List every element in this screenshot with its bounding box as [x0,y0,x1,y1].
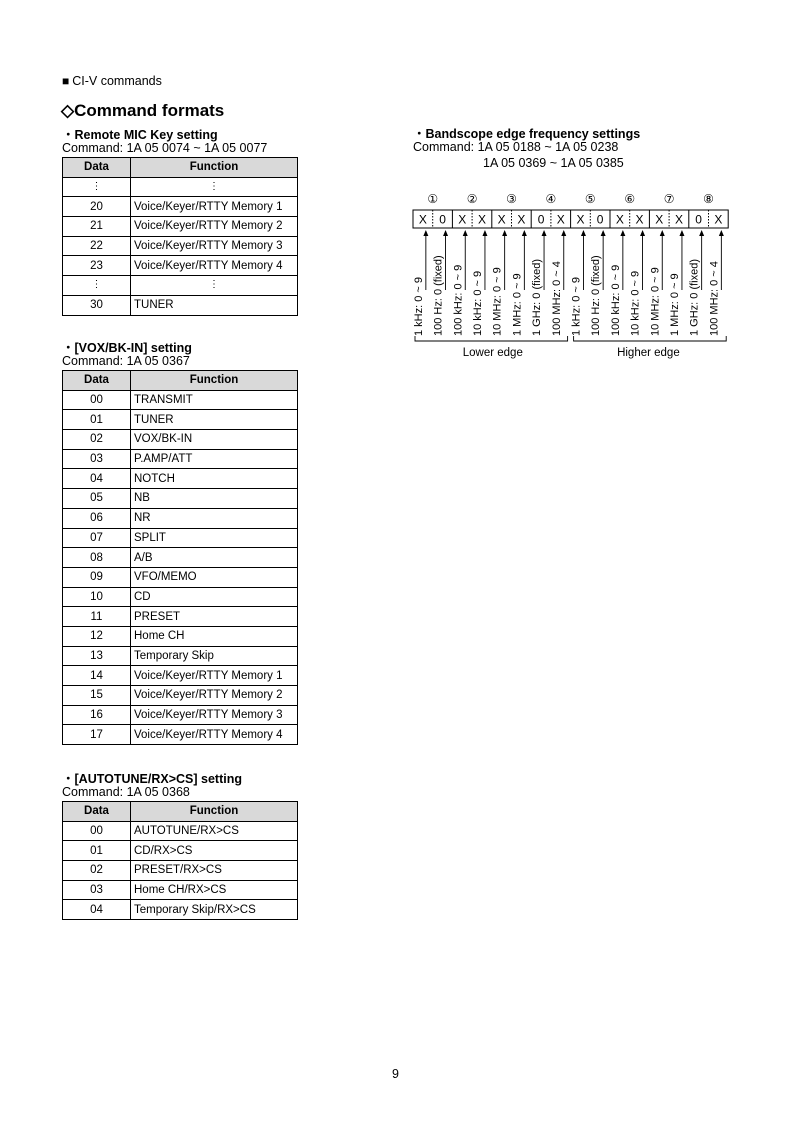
digit-cell: X [576,212,585,227]
byte-number: ③ [506,192,517,206]
digit-cell: 0 [537,212,545,227]
cell-function: Voice/Keyer/RTTY Memory 3 [131,236,298,256]
byte-number: ⑥ [624,192,636,206]
cell-data: 01 [63,410,131,430]
table-row [63,449,298,469]
bullet-icon: ・ [62,341,75,355]
byte-number: ⑧ [703,192,714,206]
autotune-command: Command: 1A 05 0368 [62,785,190,799]
cell-function: NOTCH [131,469,298,489]
cell-function: NB [131,489,298,509]
digit-cell: X [714,212,723,227]
cell-data: ⋮ [63,276,131,296]
remote-mic-title-text: Remote MIC Key setting [74,128,218,142]
header-data: Data [63,802,131,822]
digit-label: 100 Hz: 0 (fixed) [432,255,445,336]
cell-data: 23 [63,256,131,276]
cell-data: 10 [63,587,131,607]
table-header-row [63,371,298,391]
bullet-icon: ・ [413,127,426,141]
table-row [63,861,298,881]
bandscope-title-text: Bandscope edge frequency settings [425,127,641,141]
table-row [63,197,298,217]
cell-data: 05 [63,489,131,509]
bandscope-command-1: Command: 1A 05 0188 ~ 1A 05 0238 [413,140,619,154]
table-row [63,236,298,256]
page-number: 9 [392,1067,399,1081]
cell-function: Voice/Keyer/RTTY Memory 2 [131,217,298,237]
higher-edge-label: Higher edge [617,347,680,359]
digit-cell: X [497,212,506,227]
byte-number: ④ [545,192,557,206]
arrow-head-icon [561,230,566,236]
arrow-head-icon [601,230,606,236]
cell-data: 30 [63,295,131,315]
cell-data: ⋮ [63,177,131,197]
digit-label: 10 MHz: 0 ~ 9 [491,267,504,336]
cell-data: 08 [63,548,131,568]
cell-data: 04 [63,900,131,920]
remote-mic-table [62,157,298,316]
byte-number: ② [466,192,478,206]
table-row [63,880,298,900]
digit-cell: X [655,212,664,227]
digit-cell: X [517,212,526,227]
digit-cell: X [635,212,644,227]
cell-function: PRESET/RX>CS [131,861,298,881]
vox-table [62,370,298,745]
cell-function: Voice/Keyer/RTTY Memory 2 [131,686,298,706]
table-row [63,626,298,646]
cell-data: 07 [63,528,131,548]
arrow-head-icon [522,230,527,236]
cell-data: 01 [63,841,131,861]
digit-cell: X [458,212,467,227]
cell-data: 00 [63,390,131,410]
table-row [63,217,298,237]
cell-data: 00 [63,821,131,841]
vox-command: Command: 1A 05 0367 [62,354,190,368]
digit-label: 1 MHz: 0 ~ 9 [511,273,524,336]
arrow-head-icon [423,230,428,236]
cell-data: 22 [63,236,131,256]
cell-data: 12 [63,626,131,646]
table-row [63,607,298,627]
vox-title-text: [VOX/BK-IN] setting [74,341,192,355]
digit-label: 100 MHz: 0 ~ 4 [550,261,563,336]
table-row [63,821,298,841]
digit-label: 10 MHz: 0 ~ 9 [649,267,662,336]
table-row [63,567,298,587]
byte-number: ① [427,192,439,206]
cell-data: 09 [63,567,131,587]
section-label-text: CI-V commands [72,74,162,88]
cell-function: Temporary Skip/RX>CS [131,900,298,920]
diamond-icon: ◇ [61,101,75,120]
table-row [63,646,298,666]
digit-label: 1 kHz: 0 ~ 9 [570,276,583,336]
table-header-row [63,802,298,822]
digit-cell: X [418,212,427,227]
digit-label: 100 Hz: 0 (fixed) [590,255,603,336]
bullet-icon: ・ [62,772,75,786]
cell-data: 02 [63,430,131,450]
header-function: Function [131,371,298,391]
cell-data: 13 [63,646,131,666]
header-data: Data [63,371,131,391]
cell-data: 20 [63,197,131,217]
digit-cell: X [674,212,683,227]
digit-label: 10 kHz: 0 ~ 9 [629,270,642,336]
cell-data: 03 [63,449,131,469]
arrow-head-icon [443,230,448,236]
cell-function: TUNER [131,295,298,315]
digit-cell: 0 [439,212,446,227]
header-function: Function [131,158,298,178]
cell-data: 03 [63,880,131,900]
digit-cell: X [477,212,486,227]
digit-label: 1 MHz: 0 ~ 9 [668,273,681,336]
digit-cell: 0 [695,212,702,227]
lower-edge-label: Lower edge [462,347,523,359]
cell-data: 15 [63,686,131,706]
section-label [62,74,162,88]
digit-label: 1 GHz: 0 (fixed) [531,258,544,336]
digit-label: 10 kHz: 0 ~ 9 [471,270,484,336]
cell-function: VOX/BK-IN [131,430,298,450]
table-row [63,469,298,489]
cell-data: 14 [63,666,131,686]
arrow-head-icon [660,230,665,236]
bandscope-command-2: 1A 05 0369 ~ 1A 05 0385 [483,156,624,170]
cell-function: P.AMP/ATT [131,449,298,469]
autotune-title-text: [AUTOTUNE/RX>CS] setting [74,772,243,786]
arrow-head-icon [482,230,487,236]
cell-function: Voice/Keyer/RTTY Memory 1 [131,197,298,217]
arrow-head-icon [640,230,645,236]
table-row [63,528,298,548]
cell-function: ⋮ [131,276,298,296]
autotune-table [62,801,298,920]
arrow-head-icon [463,230,468,236]
table-row [63,390,298,410]
table-row [63,430,298,450]
cell-function: Voice/Keyer/RTTY Memory 3 [131,705,298,725]
page-heading-text: Command formats [74,101,225,120]
cell-function: AUTOTUNE/RX>CS [131,821,298,841]
remote-mic-command: Command: 1A 05 0074 ~ 1A 05 0077 [62,141,268,155]
table-row [63,841,298,861]
table-row [63,587,298,607]
table-header-row [63,158,298,178]
cell-function: NR [131,508,298,528]
digit-label: 100 MHz: 0 ~ 4 [708,261,721,336]
cell-data: 04 [63,469,131,489]
cell-function: PRESET [131,607,298,627]
arrow-head-icon [542,230,547,236]
cell-data: 16 [63,705,131,725]
arrow-head-icon [620,230,625,236]
table-row [63,410,298,430]
digit-cell: X [615,212,624,227]
cell-function: A/B [131,548,298,568]
arrow-head-icon [581,230,586,236]
bullet-icon: ・ [62,128,75,142]
cell-function: Home CH/RX>CS [131,880,298,900]
table-row [63,666,298,686]
cell-data: 11 [63,607,131,627]
arrow-head-icon [502,230,507,236]
table-row [63,686,298,706]
table-row [63,705,298,725]
cell-data: 02 [63,861,131,881]
cell-function: Home CH [131,626,298,646]
table-row [63,725,298,745]
table-row [63,256,298,276]
cell-function: TUNER [131,410,298,430]
arrow-head-icon [699,230,704,236]
cell-data: 17 [63,725,131,745]
table-row [63,295,298,315]
digit-label: 1 GHz: 0 (fixed) [688,258,701,336]
table-row [63,508,298,528]
table-row [63,900,298,920]
table-row [63,177,298,197]
cell-function: Temporary Skip [131,646,298,666]
cell-function: Voice/Keyer/RTTY Memory 1 [131,666,298,686]
byte-number: ⑤ [584,192,596,206]
cell-data: 21 [63,217,131,237]
arrow-head-icon [679,230,684,236]
digit-cell: X [556,212,565,227]
cell-function: Voice/Keyer/RTTY Memory 4 [131,256,298,276]
header-function: Function [131,802,298,822]
digit-cell: 0 [596,212,604,227]
page-heading [61,101,224,121]
cell-function: CD [131,587,298,607]
square-bullet-icon: ■ [62,74,70,88]
byte-number: ⑦ [663,192,675,206]
cell-data: 06 [63,508,131,528]
cell-function: CD/RX>CS [131,841,298,861]
table-row [63,489,298,509]
cell-function: TRANSMIT [131,390,298,410]
cell-function: SPLIT [131,528,298,548]
table-row [63,548,298,568]
header-data: Data [63,158,131,178]
table-row [63,276,298,296]
cell-function: ⋮ [131,177,298,197]
digit-label: 100 kHz: 0 ~ 9 [452,264,465,336]
arrow-head-icon [719,230,724,236]
digit-label: 100 kHz: 0 ~ 9 [609,264,622,336]
bandscope-diagram [400,185,740,365]
cell-function: VFO/MEMO [131,567,298,587]
cell-function: Voice/Keyer/RTTY Memory 4 [131,725,298,745]
digit-label: 1 kHz: 0 ~ 9 [412,276,425,336]
